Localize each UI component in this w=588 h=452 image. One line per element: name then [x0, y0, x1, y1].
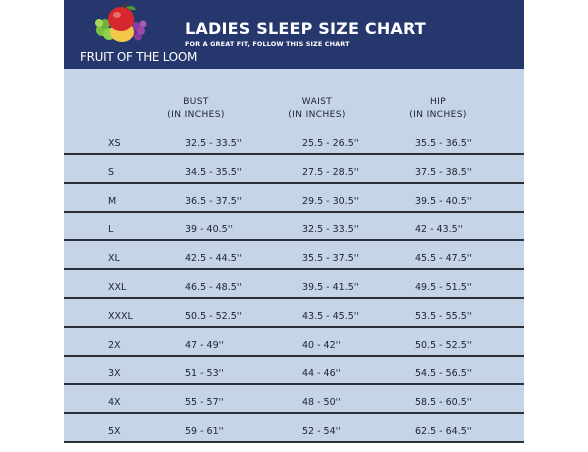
column-header-unit: (IN INCHES): [167, 110, 225, 120]
table-row: [64, 251, 524, 279]
size-chart: [64, 0, 524, 441]
column-header-unit: (IN INCHES): [409, 110, 467, 120]
table-row: [64, 222, 524, 250]
column-header-label: WAIST: [301, 97, 333, 107]
row-divider: [64, 268, 524, 270]
column-header-unit: (IN INCHES): [288, 110, 346, 120]
fruit-cluster-icon: [90, 4, 154, 46]
waist-value: 25.5 - 26.5'': [302, 138, 359, 149]
size-label: XXXL: [108, 310, 133, 322]
size-label: 5X: [108, 426, 121, 437]
hip-value: 62.5 - 64.5'': [415, 426, 472, 437]
waist-value: 29.5 - 30.5'': [302, 195, 359, 207]
hip-value: 49.5 - 51.5'': [415, 282, 472, 293]
bust-value: 36.5 - 37.5'': [185, 195, 242, 207]
waist-value: 35.5 - 37.5'': [302, 253, 359, 265]
table-row: [64, 424, 524, 452]
hip-value: 50.5 - 52.5'': [415, 339, 472, 351]
row-divider: [64, 383, 524, 385]
hip-value: 45.5 - 47.5'': [415, 253, 472, 265]
hip-value: 54.5 - 56.5'': [415, 368, 472, 380]
waist-value: 48 - 50'': [302, 397, 341, 409]
table-row: [64, 194, 524, 222]
hip-value: 39.5 - 40.5'': [415, 195, 472, 207]
bust-value: 55 - 57'': [185, 397, 224, 409]
row-divider: [64, 239, 524, 241]
size-label: 4X: [108, 397, 121, 409]
chart-subtitle: FOR A GREAT FIT, FOLLOW THIS SIZE CHART: [185, 40, 350, 48]
brand-name: FRUIT OF THE LOOM: [80, 50, 198, 64]
table-row: [64, 395, 524, 423]
bust-value: 46.5 - 48.5'': [185, 282, 242, 293]
table-row: [64, 165, 524, 193]
waist-value: 27.5 - 28.5'': [302, 166, 359, 178]
waist-value: 44 - 46'': [302, 368, 341, 380]
chart-header: [64, 0, 524, 69]
row-divider: [64, 412, 524, 414]
hip-value: 35.5 - 36.5'': [415, 138, 472, 149]
bust-value: 34.5 - 35.5'': [185, 166, 242, 178]
table-row: [64, 338, 524, 366]
hip-value: 37.5 - 38.5'': [415, 166, 472, 178]
row-divider: [64, 326, 524, 328]
row-divider: [64, 355, 524, 357]
bust-value: 51 - 53'': [185, 368, 224, 380]
column-header-label: HIP: [429, 97, 447, 107]
size-label: M: [108, 195, 117, 207]
waist-value: 43.5 - 45.5'': [302, 310, 359, 322]
row-divider: [64, 153, 524, 155]
column-header-label: BUST: [183, 97, 209, 107]
waist-value: 40 - 42'': [302, 339, 341, 351]
row-divider: [64, 441, 524, 443]
table-row: [64, 309, 524, 337]
table-row: [64, 280, 524, 308]
row-divider: [64, 211, 524, 213]
hip-value: 42 - 43.5'': [415, 224, 463, 236]
waist-value: 32.5 - 33.5'': [302, 224, 359, 236]
hip-value: 58.5 - 60.5'': [415, 397, 472, 409]
chart-title: LADIES SLEEP SIZE CHART: [185, 19, 426, 38]
table-row: [64, 366, 524, 394]
column-header-hip: [383, 96, 493, 122]
bust-value: 50.5 - 52.5'': [185, 310, 242, 322]
waist-value: 52 - 54'': [302, 426, 341, 437]
size-label: 2X: [108, 339, 121, 351]
bust-value: 39 - 40.5'': [185, 224, 233, 236]
bust-value: 47 - 49'': [185, 339, 224, 351]
size-label: XXL: [108, 282, 127, 293]
size-label: 3X: [108, 368, 121, 380]
column-header-waist: [262, 96, 372, 122]
size-label: L: [108, 224, 114, 236]
column-header-bust: [141, 96, 251, 122]
size-label: S: [108, 166, 115, 178]
row-divider: [64, 297, 524, 299]
bust-value: 42.5 - 44.5'': [185, 253, 242, 265]
size-label: XS: [108, 138, 121, 149]
hip-value: 53.5 - 55.5'': [415, 310, 472, 322]
bust-value: 32.5 - 33.5'': [185, 138, 242, 149]
bust-value: 59 - 61'': [185, 426, 224, 437]
waist-value: 39.5 - 41.5'': [302, 282, 359, 293]
brand-logo: [80, 4, 198, 66]
row-divider: [64, 182, 524, 184]
table-row: [64, 136, 524, 164]
size-label: XL: [108, 253, 120, 265]
